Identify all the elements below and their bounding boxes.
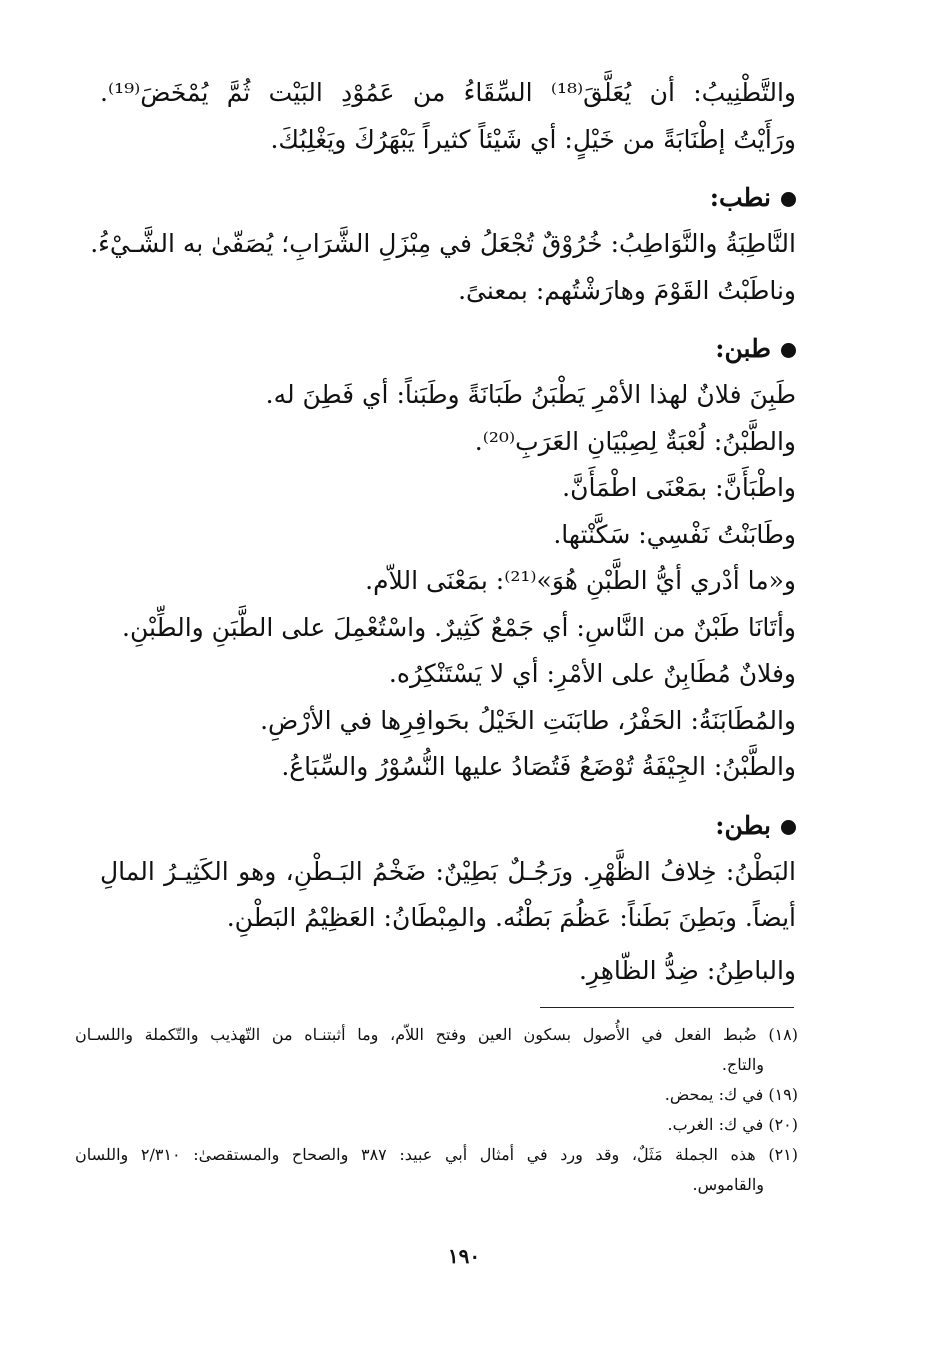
text-line: وناطَبْتُ القَوْمَ وهارَشْتُهم: بمعنىً. [458, 275, 796, 305]
bullet-icon [781, 192, 796, 207]
footnote: (٢٠) في ك: الغرب. [667, 1115, 798, 1134]
entry-heading [100, 326, 796, 372]
footnote: (١٩) في ك: يمحض. [664, 1085, 798, 1104]
entry-heading [100, 803, 796, 849]
text-line: وطَابَنْتُ نَفْسِي: سَكَّنْتها. [553, 519, 796, 549]
page-number: ١٩٠ [447, 1244, 481, 1268]
text-line: والطَّبْنُ: الجِيْفَةُ تُوْضَعُ فَتُصَادُ عليها النُّسُوْرُ والسِّبَاعُ. [281, 752, 796, 781]
text-line: النَّاطِبَةُ والنَّوَاطِبُ: خُرُوْقٌ تُجْعَلُ في مِبْزَلِ الشَّرَابِ؛ يُصَفّىٰ به الشَّـيْءُ. [90, 229, 796, 258]
entry-heading-label: بطن: [715, 810, 771, 840]
text-line: وأتَانَا طَبْنٌ من النَّاسِ: أي جَمْعٌ كَثِيرٌ. واسْتُعْمِلَ على الطَّبَنِ والطِّبْنِ. [122, 612, 796, 642]
main-text [90, 70, 796, 994]
entry-heading-label: طبن: [715, 334, 771, 363]
footnote-divider [540, 1007, 794, 1008]
bullet-icon [781, 343, 796, 358]
text-line: والتَّطْنِيبُ: أن يُعَلَّقَ⁽¹⁸⁾ السِّقَاءُ من عَمُوْدِ البَيْت ثُمَّ يُمْخَضَ⁽¹⁹⁾. [100, 78, 796, 107]
text-line: أيضاً. وبَطِنَ بَطَناً: عَظُمَ بَطْنُه. والمِبْطَانُ: العَظِيْمُ البَطْنِ. [226, 903, 796, 932]
text-line: و«ما أدْري أيُّ الطَّبْنِ هُوَ»⁽²¹⁾: بمَعْنَى اللاّم. [365, 566, 796, 595]
footnote: (٢١) هذه الجملة مَثَلٌ، وقد ورد في أمثال أبي عبيد: ٣٨٧ والصحاح والمستقصىٰ: ٢/٣١٠ واللسان [75, 1145, 799, 1164]
footnote: والتاج. [721, 1055, 764, 1074]
footnote: (١٨) ضُبط الفعل في الأُصول بسكون العين وفتح اللاّم، وما أثبتنـاه من التّهذيب والتّكملة واللسـان [75, 1025, 798, 1044]
entry-heading [100, 175, 796, 221]
text-line: والباطِنُ: ضِدُّ الظّاهِرِ. [578, 955, 796, 985]
text-line: وفلانٌ مُطَابِنٌ على الأمْرِ: أي لا يَسْتَنْكِرُه. [388, 659, 796, 688]
text-line: البَطْنُ: خِلافُ الظَّهْرِ. ورَجُـلٌ بَطِيْنٌ: ضَخْمُ البَـطْنِ، وهو الكَثِيـرُ المالِ [100, 856, 796, 886]
footnote: والقاموس. [692, 1175, 764, 1194]
entry-heading-label: نطب: [709, 183, 771, 212]
footnotes [75, 1020, 798, 1200]
text-line: طَبِنَ فلانٌ لهذا الأمْرِ يَطْبَنُ طَبَانَةً وطَبَناً: أي فَطِنَ له. [265, 380, 796, 409]
text-line: ورَأَيْتُ إطْنَابَةً من خَيْلٍ: أي شَيْئاً كثيراً يَبْهَرُكَ ويَغْلِبُكَ. [270, 124, 796, 154]
text-line: والطَّبْنُ: لُعْبَةٌ لِصِبْيَانِ العَرَبِ⁽²⁰⁾. [474, 426, 796, 456]
text-line: والمُطَابَنَةُ: الحَفْرُ، طابَنَتِ الخَيْلُ بحَوافِرِها في الأرْضِ. [260, 705, 796, 735]
bullet-icon [781, 820, 796, 835]
text-line: واطْبَأَنَّ: بمَعْنَى اطْمَأَنَّ. [562, 473, 796, 502]
